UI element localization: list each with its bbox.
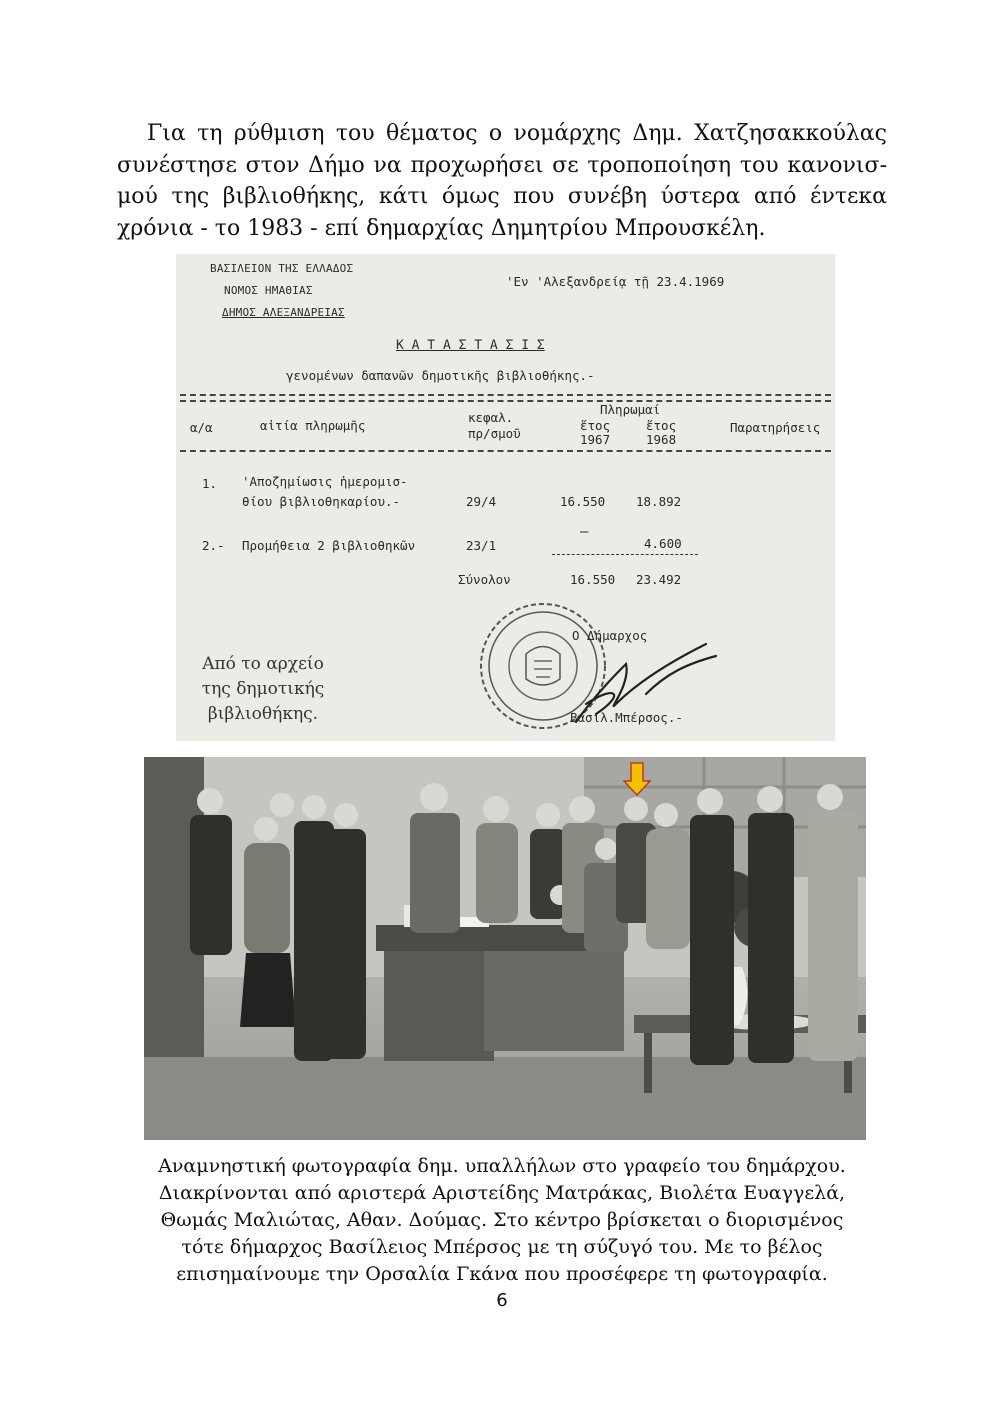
scanned-document [176, 254, 835, 741]
document-subtitle: γενομένων δαπανῶν δημοτικῆς βιβλιοθήκης.- [286, 368, 595, 383]
row-2-cause: Προμήθεια 2 βιβλιοθηκῶν [242, 538, 416, 553]
row-2-number: 2.- [202, 538, 225, 553]
intro-paragraph [117, 118, 887, 244]
divider-header [180, 450, 831, 452]
col-payments: Πληρωμαί [600, 402, 661, 417]
photo-caption [110, 1153, 894, 1288]
archive-caption-line-2: της δημοτικής [201, 679, 325, 699]
photo-scene [144, 757, 866, 1140]
group-photograph [144, 757, 866, 1140]
archive-caption [188, 652, 338, 727]
row-2-chapter: 23/1 [466, 538, 497, 553]
total-label: Σύνολον [458, 572, 511, 587]
photo-caption-line-3: Θωμάς Μαλιώτας, Αθαν. Δούμας. Στο κέντρο βρίσκεται ο διορισμένος [160, 1209, 844, 1231]
intro-text [117, 118, 887, 244]
col-chapter-2: πρ/σμοῦ [468, 426, 521, 441]
row-1-cause-2: θίου βιβλιοθηκαρίου.- [242, 494, 401, 509]
col-remarks: Παρατηρήσεις [730, 420, 821, 435]
header-prefecture: ΝΟΜΟΣ ΗΜΑΘΙΑΣ [224, 284, 313, 297]
row-1-cause-1: 'Αποζημίωσις ἡμερομισ- [242, 474, 408, 489]
intro-line-4: χρόνια - το 1983 - επί δημαρχίας Δημητρίου Μπρουσκέλη. [117, 215, 766, 241]
col-year1-value: 1967 [580, 432, 611, 447]
archive-caption-line-3: βιβλιοθήκης. [207, 704, 319, 724]
intro-line-1: Για τη ρύθμιση του θέματος ο νομάρχης Δημ. Χατζησακκούλας [147, 121, 887, 146]
photo-caption-line-5: επισημαίνουμε την Ορσαλία Γκάνα που προσέφερε τη φωτογραφία. [176, 1263, 828, 1285]
row-1-chapter: 29/4 [466, 494, 497, 509]
header-kingdom: ΒΑΣΙΛΕΙΟΝ ΤΗΣ ΕΛΛΑΔΟΣ [210, 262, 354, 275]
document-title: Κ Α Τ Α Σ Τ Α Σ Ι Σ [396, 338, 545, 353]
col-number: α/α [190, 420, 213, 435]
header-municipality: ΔΗΜΟΣ ΑΛΕΞΑΝΔΡΕΙΑΣ [222, 306, 345, 319]
divider-top-2 [180, 400, 831, 402]
row-1-number: 1. [202, 476, 218, 491]
row-1-1967: 16.550 [560, 494, 606, 509]
total-1968: 23.492 [636, 572, 682, 587]
row-2-1967: — [580, 524, 589, 540]
row-1-1968: 18.892 [636, 494, 682, 509]
divider-top [180, 394, 831, 396]
col-year1-label: ἔτος [580, 418, 611, 433]
photo-caption-line-4: τότε δήμαρχος Βασίλειος Μπέρσος με τη σύζυγό του. Με το βέλος [181, 1236, 823, 1258]
col-year2-value: 1968 [646, 432, 677, 447]
col-year2-label: ἔτος [646, 418, 677, 433]
row-2-underline [552, 554, 698, 555]
page-number: 6 [496, 1290, 508, 1311]
photo-caption-line-2: Διακρίνονται από αριστερά Αριστείδης Ματράκας, Βιολέτα Ευαγγελά, [158, 1182, 846, 1204]
col-cause: αἰτία πληρωμῆς [260, 418, 366, 433]
intro-line-3: μού της βιβλιοθήκης, κάτι όμως που συνέβη ύστερα από έντεκα [117, 184, 887, 209]
intro-line-2: συνέστησε στον Δήμο να προχωρήσει σε τροποποίηση του κανονισ- [117, 152, 887, 178]
photo-caption-line-1: Αναμνηστική φωτογραφία δημ. υπαλλήλων στο γραφείο του δημάρχου. [158, 1155, 846, 1177]
col-chapter-1: κεφαλ. [468, 410, 514, 425]
archive-caption-line-1: Από το αρχείο [202, 654, 324, 674]
total-1967: 16.550 [570, 572, 616, 587]
place-date: 'Εν 'Αλεξανδρείᾳ τῇ 23.4.1969 [506, 274, 725, 289]
row-2-1968: 4.600 [644, 536, 682, 551]
signature-name: Βασιλ.Μπέρσος.- [570, 710, 683, 725]
signature-title: Ο Δήμαρχος [572, 628, 648, 643]
